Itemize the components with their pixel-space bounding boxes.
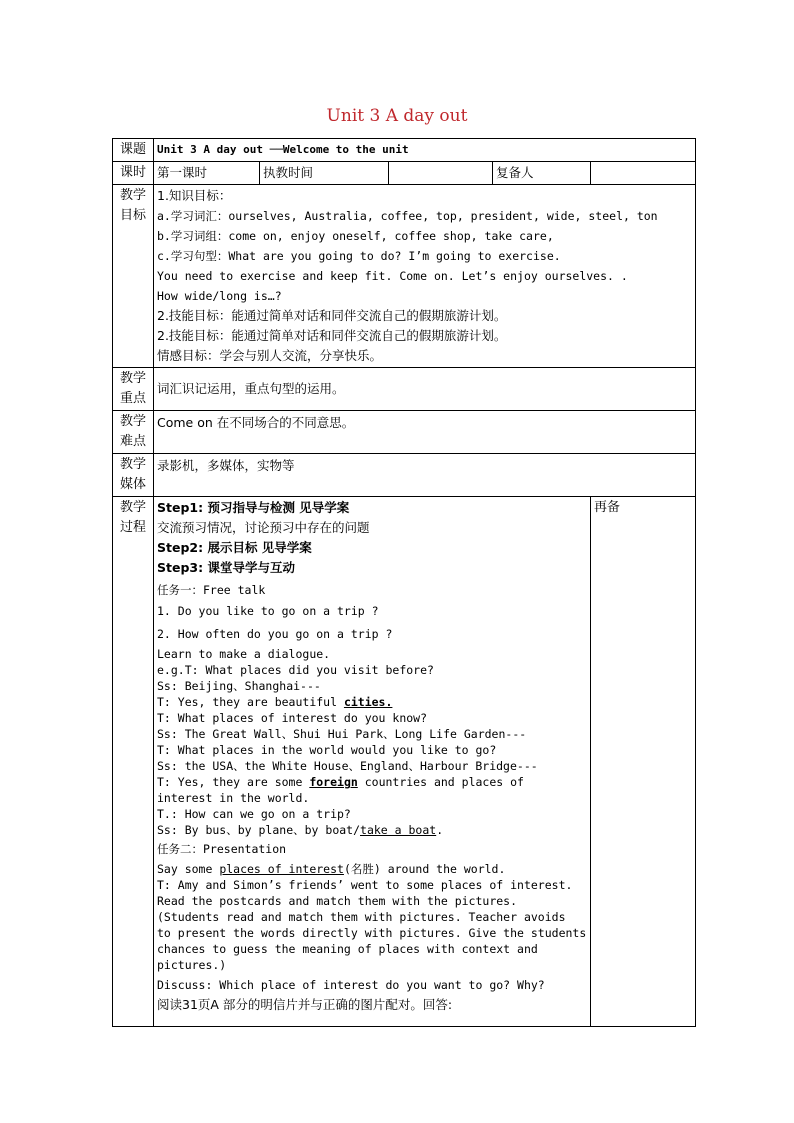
lesson-number: 第一课时 <box>154 162 260 185</box>
dialogue-line: T.: How can we go on a trip? <box>157 807 351 821</box>
topic-label: 课题 <box>113 139 154 162</box>
goal-line: How wide/long is…? <box>157 289 282 303</box>
dialogue-line: e.g.T: What places did you visit before? <box>157 663 434 677</box>
focus-row <box>113 368 696 411</box>
question-line: 1. Do you like to go on a trip ? <box>157 604 379 618</box>
media-label: 教学 媒体 <box>113 454 154 497</box>
presentation-line: to present the words directly with pictures. Give the students <box>157 926 587 940</box>
focus-content: 词汇识记运用，重点句型的运用。 <box>154 368 696 411</box>
step-heading: Step1: 预习指导与检测 见导学案 <box>157 500 350 515</box>
presentation-line: Say some places of interest(名胜) around the world. <box>157 862 506 876</box>
document-title: Unit 3 A day out <box>326 106 468 126</box>
period-row <box>113 162 696 185</box>
presentation-line: T: Amy and Simon’s friends’ went to some places of interest. <box>157 878 573 892</box>
presentation-line: chances to guess the meaning of places with context and <box>157 942 538 956</box>
difficulty-content: Come on 在不同场合的不同意思。 <box>154 411 696 454</box>
reprep-column: 再备 <box>591 497 696 1027</box>
presentation-line: pictures.) <box>157 958 227 972</box>
goal-line: 1.知识目标： <box>157 188 232 203</box>
prep-person-label: 复备人 <box>493 162 591 185</box>
lesson-plan-table <box>112 138 696 1027</box>
presentation-line: 阅读31页A 部分的明信片并与正确的图片配对。回答: <box>157 997 453 1012</box>
goals-row <box>113 185 696 368</box>
dialogue-line: interest in the world. <box>157 791 310 805</box>
underlined-phrase: places of interest <box>219 862 344 876</box>
dialogue-line: T: What places in the world would you like to go? <box>157 743 497 757</box>
goal-line: 2.技能目标：能通过简单对话和同伴交流自己的假期旅游计划。 <box>157 328 507 343</box>
teach-time-label: 执教时间 <box>260 162 389 185</box>
dialogue-line: T: Yes, they are some foreign countries and places of <box>157 775 524 789</box>
topic-value: Unit 3 A day out ──Welcome to the unit <box>154 139 696 162</box>
dialogue-line: Ss: the USA、the White House、England、Harbour Bridge--- <box>157 759 538 773</box>
presentation-line: Read the postcards and match them with the pictures. <box>157 894 518 908</box>
goals-content <box>154 185 696 368</box>
goal-line: b.学习词组：come on, enjoy oneself, coffee shop, take care, <box>157 229 554 243</box>
goal-line: a.学习词汇：ourselves, Australia, coffee, top, president, wide, steel, ton <box>157 209 658 223</box>
goals-label: 教学 目标 <box>113 185 154 368</box>
goal-line: c.学习句型：What are you going to do? I’m going to exercise. <box>157 249 561 263</box>
question-line: 2. How often do you go on a trip ? <box>157 627 393 641</box>
process-line: 交流预习情况，讨论预习中存在的问题 <box>157 520 370 535</box>
goal-line: You need to exercise and keep fit. Come on. Let’s enjoy ourselves. . <box>157 269 628 283</box>
process-content <box>154 497 591 1027</box>
dialogue-line: Learn to make a dialogue. <box>157 647 331 661</box>
underlined-word: cities. <box>343 695 393 709</box>
dialogue-line: T: Yes, they are beautiful cities. <box>157 695 393 709</box>
media-content: 录影机，多媒体，实物等 <box>154 454 696 497</box>
media-row <box>113 454 696 497</box>
dialogue-line: Ss: By bus、by plane、by boat/take a boat. <box>157 823 444 837</box>
difficulty-row <box>113 411 696 454</box>
focus-label: 教学 重点 <box>113 368 154 411</box>
prep-person-value <box>591 162 696 185</box>
step-heading: Step2: 展示目标 见导学案 <box>157 540 312 555</box>
underlined-word: take a boat <box>360 823 437 837</box>
teach-time-value <box>389 162 493 185</box>
goal-line: 情感目标：学会与别人交流，分享快乐。 <box>157 348 383 363</box>
dialogue-line: T: What places of interest do you know? <box>157 711 428 725</box>
dialogue-line: Ss: The Great Wall、Shui Hui Park、Long Life Garden--- <box>157 727 527 741</box>
underlined-word: foreign <box>309 775 358 789</box>
topic-row <box>113 139 696 162</box>
process-label: 教学 过程 <box>113 497 154 1027</box>
dialogue-line: Ss: Beijing、Shanghai--- <box>157 679 321 693</box>
task-heading: 任务一：Free talk <box>157 583 266 597</box>
difficulty-label: 教学 难点 <box>113 411 154 454</box>
task-heading: 任务二：Presentation <box>157 842 287 856</box>
goal-line: 2.技能目标：能通过简单对话和同伴交流自己的假期旅游计划。 <box>157 308 507 323</box>
presentation-line: Discuss: Which place of interest do you want to go? Why? <box>157 978 545 992</box>
presentation-line: (Students read and match them with pictures. Teacher avoids <box>157 910 566 924</box>
process-row <box>113 497 696 1027</box>
step-heading: Step3: 课堂导学与互动 <box>157 560 295 575</box>
period-label: 课时 <box>113 162 154 185</box>
